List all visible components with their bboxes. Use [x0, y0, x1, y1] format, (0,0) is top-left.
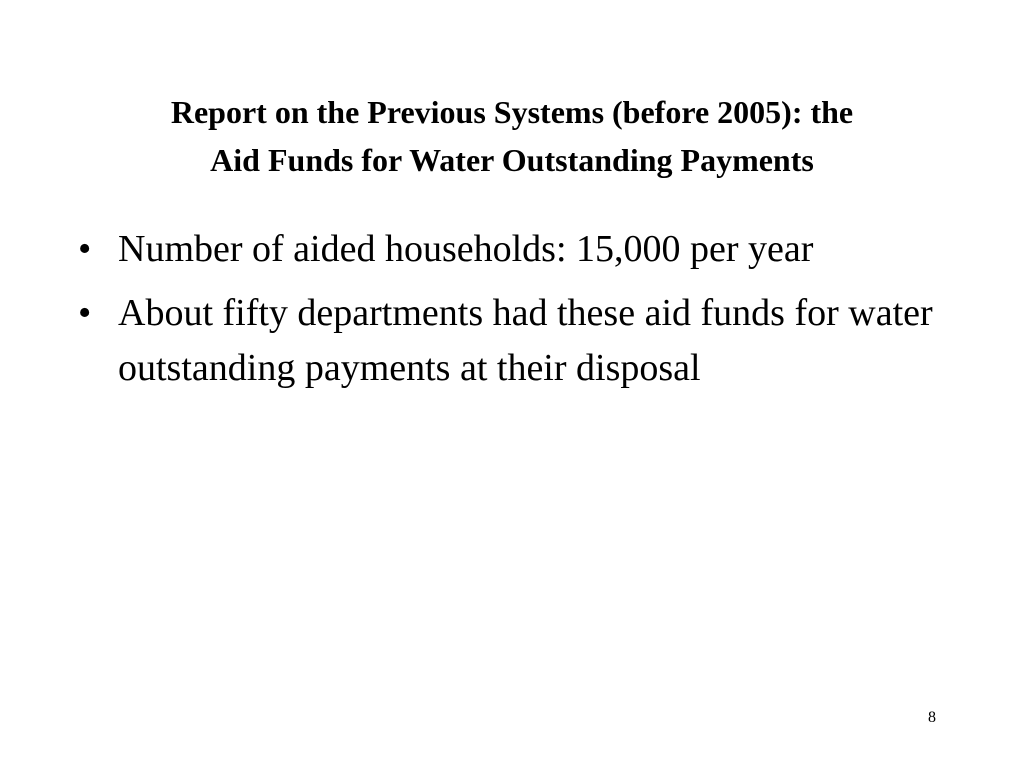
bullet-item-households: [76, 222, 956, 277]
bullet-text: Number of aided households: 15,000 per year: [118, 228, 814, 270]
bullet-text: About fifty departments had these aid funds for water outstanding payments at their disposal: [118, 292, 933, 389]
bullet-marker-icon: •: [78, 292, 92, 334]
bullet-marker-icon: •: [78, 228, 92, 270]
slide-title-line-1: Report on the Previous Systems (before 2005): the: [170, 94, 854, 130]
bullet-list: [76, 222, 956, 405]
slide-title-line-2: Aid Funds for Water Outstanding Payments: [210, 142, 814, 178]
slide-number: 8: [928, 709, 936, 726]
slide-title: [60, 88, 964, 184]
bullet-item-departments: [76, 286, 956, 396]
